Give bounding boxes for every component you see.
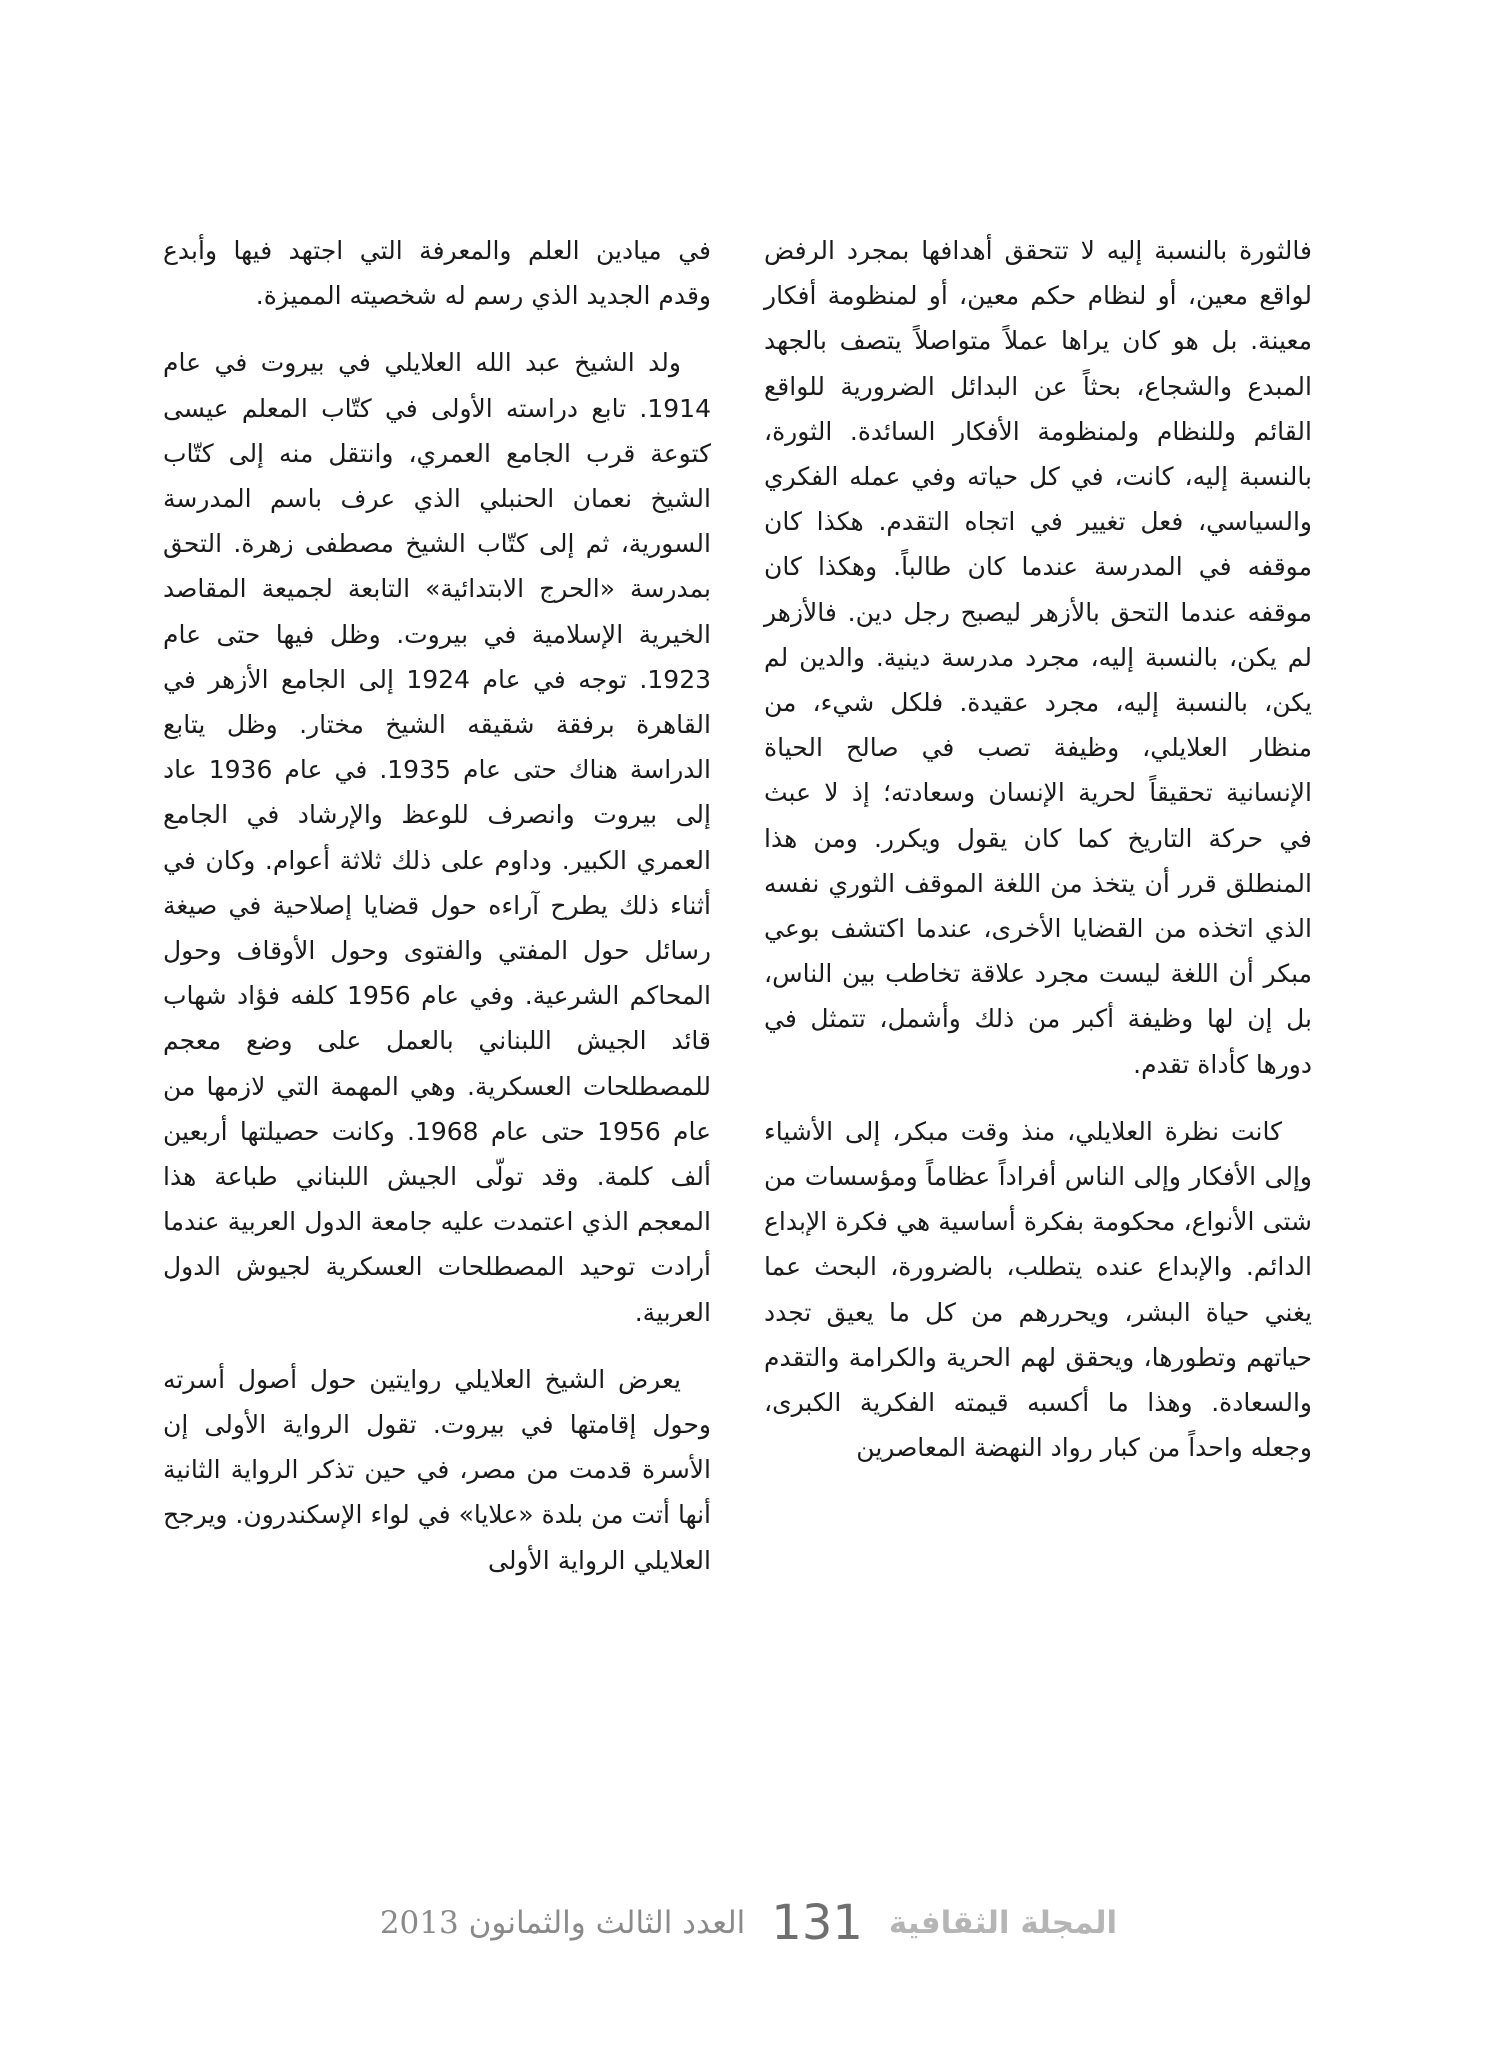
page-footer xyxy=(0,1893,1497,1953)
article-column-left xyxy=(163,228,711,1605)
paragraph: في ميادين العلم والمعرفة التي اجتهد فيها وأبدع وقدم الجديد الذي رسم له شخصيته المميزة. xyxy=(163,236,711,311)
article-column-right xyxy=(764,228,1312,1492)
paragraph: ولد الشيخ عبد الله العلايلي في بيروت في عام 1914. تابع دراسته الأولى في كتّاب المعلم عيسى كتوعة قرب الجامع العمري، وانتقل منه إلى كتّاب الشيخ نعمان الحنبلي الذي عرف باسم المدرسة السورية، ثم إلى كتّاب الشيخ مصطفى زهرة. التحق بمدرسة «الحرج الابتدائية» التابعة لجميعة المقاصد الخيرية الإسلامية في بيروت. وظل فيها حتى عام 1923. توجه في عام 1924 إلى الجامع الأزهر في القاهرة برفقة شقيقه الشيخ مختار. وظل يتابع الدراسة هناك حتى عام 1935. في عام 1936 عاد إلى بيروت وانصرف للوعظ والإرشاد في الجامع العمري الكبير. وداوم على ذلك ثلاثة أعوام. وكان في أثناء ذلك يطرح آراءه حول قضايا إصلاحية في صيغة رسائل حول المفتي والفتوى وحول الأوقاف وحول المحاكم الشرعية. وفي عام 1956 كلفه فؤاد شهاب قائد الجيش اللبناني بالعمل على وضع معجم للمصطلحات العسكرية. وهي المهمة التي لازمها من عام 1956 حتى عام 1968. وكانت حصيلتها أربعين ألف كلمة. وقد تولّى الجيش اللبناني طباعة هذا المعجم الذي اعتمدت عليه جامعة الدول العربية عندما أرادت توحيد المصطلحات العسكرية لجيوش الدول العربية. xyxy=(163,348,712,1327)
paragraph: فالثورة بالنسبة إليه لا تتحقق أهدافها بمجرد الرفض لواقع معين، أو لنظام حكم معين، أو لمنظومة أفكار معينة. بل هو كان يراها عملاً متواصلاً يتصف بالجهد المبدع والشجاع، بحثاً عن البدائل الضرورية للواقع القائم وللنظام ولمنظومة الأفكار السائدة. الثورة، بالنسبة إليه، كانت، في كل حياته وفي عمله الفكري والسياسي، فعل تغيير في اتجاه التقدم. هكذا كان موقفه في المدرسة عندما كان طالباً. وهكذا كان موقفه عندما التحق بالأزهر ليصبح رجل دين. فالأزهر لم يكن، بالنسبة إليه، مجرد مدرسة دينية. والدين لم يكن، بالنسبة إليه، مجرد عقيدة. فلكل شيء، من منظار العلايلي، وظيفة تصب في صالح الحياة الإنسانية تحقيقاً لحرية الإنسان وسعادته؛ إذ لا عبث في حركة التاريخ كما كان يقول ويكرر. ومن هذا المنطلق قرر أن يتخذ من اللغة الموقف الثوري نفسه الذي اتخذه من القضايا الأخرى، عندما اكتشف بوعي مبكر أن اللغة ليست مجرد علاقة تخاطب بين الناس، بل إن لها وظيفة أكبر من ذلك وأشمل، تتمثل في دورها كأداة تقدم. xyxy=(764,236,1312,1079)
issue-label: العدد الثالث والثمانون 2013 xyxy=(379,1905,746,1941)
page-number: 131 xyxy=(771,1895,863,1951)
paragraph: كانت نظرة العلايلي، منذ وقت مبكر، إلى الأشياء وإلى الأفكار وإلى الناس أفراداً عظاماً ومؤسسات من شتى الأنواع، محكومة بفكرة أساسية هي فكرة الإبداع الدائم. والإبداع عنده يتطلب، بالضرورة، البحث عما يغني حياة البشر، ويحررهم من كل ما يعيق تجدد حياتهم وتطورها، ويحقق لهم الحرية والكرامة والتقدم والسعادة. وهذا ما أكسبه قيمته الفكرية الكبرى، وجعله واحداً من كبار رواد النهضة المعاصرين xyxy=(764,1116,1312,1463)
magazine-name: المجلة الثقافية xyxy=(888,1905,1118,1941)
paragraph: يعرض الشيخ العلايلي روايتين حول أصول أسرته وحول إقامتها في بيروت. تقول الرواية الأولى إن الأسرة قدمت من مصر، في حين تذكر الرواية الثانية أنها أتت من بلدة «علايا» في لواء الإسكندرون. ويرجح العلايلي الرواية الأولى xyxy=(163,1364,711,1575)
